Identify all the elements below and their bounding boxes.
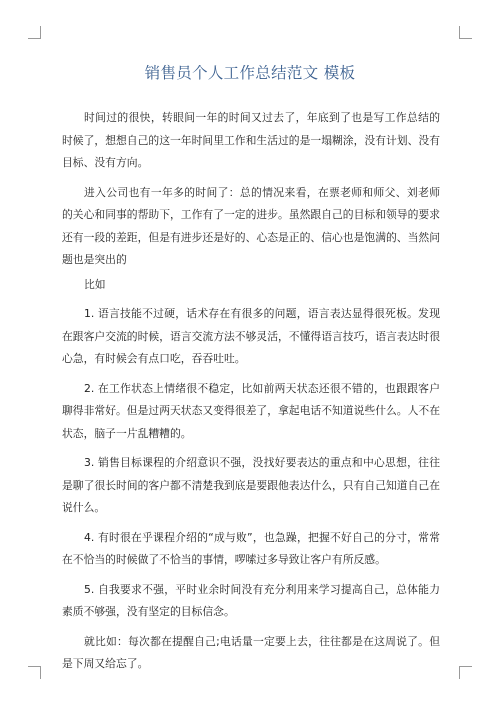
paragraph-point-4: 4. 有时很在乎课程介绍的“成与败”，也急躁，把握不好自己的分寸，常常在不恰当的时候做了不恰当的事情，啰嗦过多导致让客户有所反感。 xyxy=(62,530,440,566)
crop-mark-top-right xyxy=(459,26,472,39)
paragraph-example: 就比如：每次都在提醒自己;电话量一定要上去，往往都是在这周说了。但是下周又给忘了。 xyxy=(62,634,440,670)
crop-mark-bottom-left xyxy=(28,666,41,679)
paragraph-point-3: 3. 销售目标课程的介绍意识不强，没找好要表达的重点和中心思想，往往是聊了很长时间的客户都不清楚我到底是要跟他表达什么，只有自己知道自己在说什么。 xyxy=(62,456,440,514)
document-body xyxy=(62,107,440,683)
document-title: 销售员个人工作总结范文 模板 xyxy=(144,64,356,82)
paragraph-point-1: 1. 语言技能不过硬，话术存在有很多的问题，语言表达显得很死板。发现在跟客户交流的时候，语言交流方法不够灵活，不懂得语言技巧，语言表达时很心急，有时候会有点口吃，吞吞吐吐。 xyxy=(62,307,440,365)
paragraph-intro: 时间过的很快，转眼间一年的时间又过去了，年底到了也是写工作总结的时候了，想想自己的这一年时间里工作和生活过的是一塌糊涂，没有计划、没有目标、没有方向。 xyxy=(62,111,440,169)
paragraph-point-2: 2. 在工作状态上情绪很不稳定，比如前两天状态还很不错的，也跟跟客户聊得非常好。但是过两天状态又变得很差了，拿起电话不知道说些什么。人不在状态，脑子一片乱糟糟的。 xyxy=(62,381,440,440)
paragraph-for-example: 比如 xyxy=(84,277,106,291)
crop-mark-top-left xyxy=(28,26,41,39)
paragraph-point-5: 5. 自我要求不强，平时业余时间没有充分利用来学习提高自己，总体能力素质不够强，没有坚定的目标信念。 xyxy=(62,582,440,618)
crop-mark-bottom-right xyxy=(459,666,472,679)
paragraph-overview: 进入公司也有一年多的时间了：总的情况来看，在票老师和师父、刘老师的关心和同事的帮助下，工作有了一定的进步。虽然跟自己的目标和领导的要求还有一段的差距，但是有进步还是好的、心态是正的、信心也是饱满的、当然问题也是突出的 xyxy=(62,185,440,266)
